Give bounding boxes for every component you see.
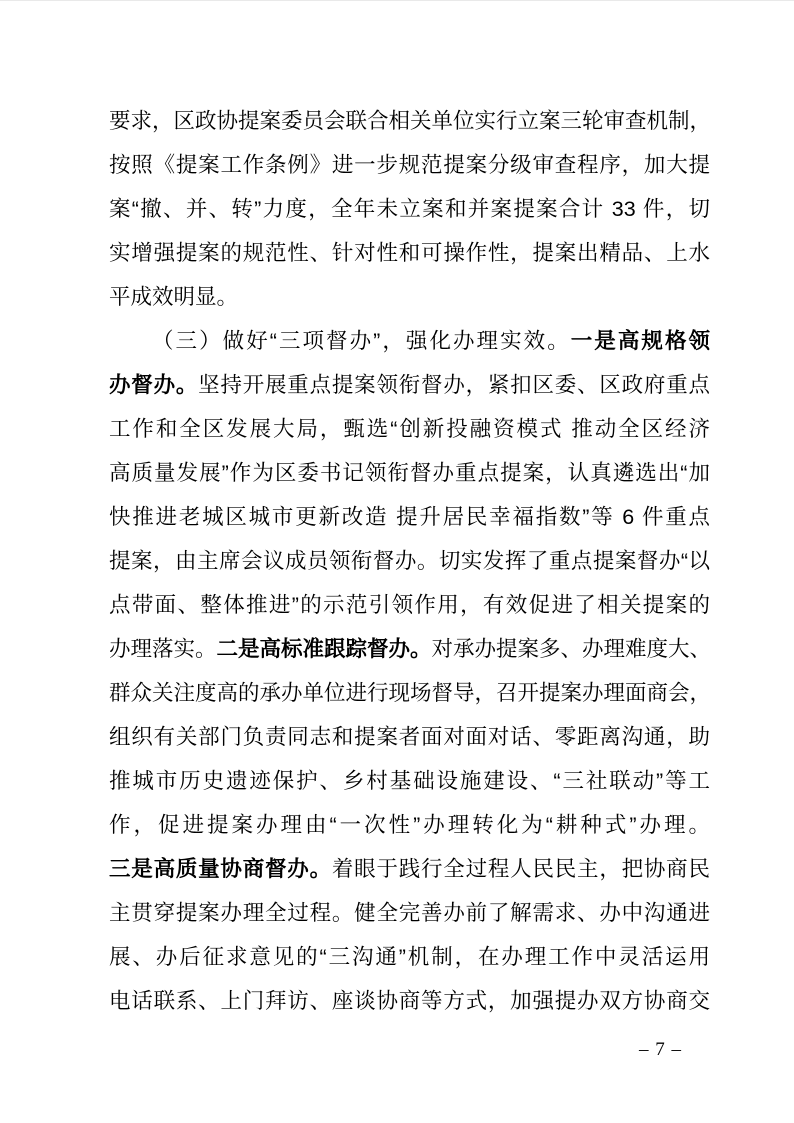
text-segment: 平成效明显。: [109, 285, 239, 309]
text-line: [109, 715, 710, 759]
text-line: [109, 143, 710, 187]
text-line: [109, 99, 710, 143]
text-segment: 高质量发展”作为区委书记领衔督办重点提案，认真遴选出“加: [109, 461, 710, 485]
text-line: [109, 803, 710, 847]
text-line: [109, 319, 710, 363]
text-segment: 提案，由主席会议成员领衔督办。切实发挥了重点提案督办“以: [109, 549, 710, 573]
bold-text-segment: 三是高质量协商督办。: [109, 857, 332, 881]
text-segment: 坚持开展重点提案领衔督办，紧扣区委、区政府重点: [198, 373, 710, 397]
text-line: [109, 407, 710, 451]
text-segment: 快推进老城区城市更新改造 提升居民幸福指数”等 6 件重点: [109, 505, 710, 529]
text-line: [109, 935, 710, 979]
text-line: [109, 275, 710, 319]
text-segment: 展、办后征求意见的“三沟通”机制，在办理工作中灵活运用: [109, 945, 710, 969]
text-segment: 要求，区政协提案委员会联合相关单位实行立案三轮审查机制，: [109, 109, 712, 133]
text-line: [109, 187, 710, 231]
text-segment: 对承办提案多、办理难度大、: [431, 637, 712, 661]
text-segment: 组织有关部门负责同志和提案者面对面对话、零距离沟通，助: [109, 725, 710, 749]
text-segment: 工作和全区发展大局，甄选“创新投融资模式 推动全区经济: [109, 417, 710, 441]
bold-text-segment: 二是高标准跟踪督办。: [216, 637, 432, 661]
text-line: [109, 979, 710, 1023]
text-line: [109, 891, 710, 935]
text-line: [109, 451, 710, 495]
text-line: [109, 363, 710, 407]
text-segment: 实增强提案的规范性、针对性和可操作性，提案出精品、上水: [109, 241, 710, 265]
text-segment: 主贯穿提案办理全过程。健全完善办前了解需求、办中沟通进: [109, 901, 710, 925]
text-line: [109, 671, 710, 715]
text-line: [109, 759, 710, 803]
document-body: [109, 99, 710, 1023]
text-segment: 着眼于践行全过程人民民主，把协商民: [331, 857, 710, 881]
text-line: [109, 539, 710, 583]
page-number: – 7 –: [639, 1039, 682, 1060]
text-segment: 推城市历史遗迹保护、乡村基础设施建设、“三社联动”等工: [109, 769, 710, 793]
text-segment: 案“撤、并、转”力度，全年未立案和并案提案合计 33 件，切: [109, 197, 710, 221]
text-segment: 点带面、整体推进”的示范引领作用，有效促进了相关提案的: [109, 593, 710, 617]
text-segment: 电话联系、上门拜访、座谈协商等方式，加强提办双方协商交: [109, 989, 710, 1013]
bold-text-segment: 一是高规格领: [570, 329, 710, 353]
text-line: [109, 495, 710, 539]
text-segment: 群众关注度高的承办单位进行现场督导，召开提案办理面商会，: [109, 681, 712, 705]
text-line: [109, 627, 710, 671]
text-segment: 按照《提案工作条例》进一步规范提案分级审查程序，加大提: [109, 153, 710, 177]
text-segment: （三）做好“三项督办”，强化办理实效。: [152, 329, 571, 353]
text-segment: 办理落实。: [109, 637, 217, 661]
text-line: [109, 847, 710, 891]
bold-text-segment: 办督办。: [109, 373, 199, 397]
text-segment: 作，促进提案办理由“一次性”办理转化为“耕种式”办理。: [109, 813, 710, 837]
text-line: [109, 231, 710, 275]
text-line: [109, 583, 710, 627]
